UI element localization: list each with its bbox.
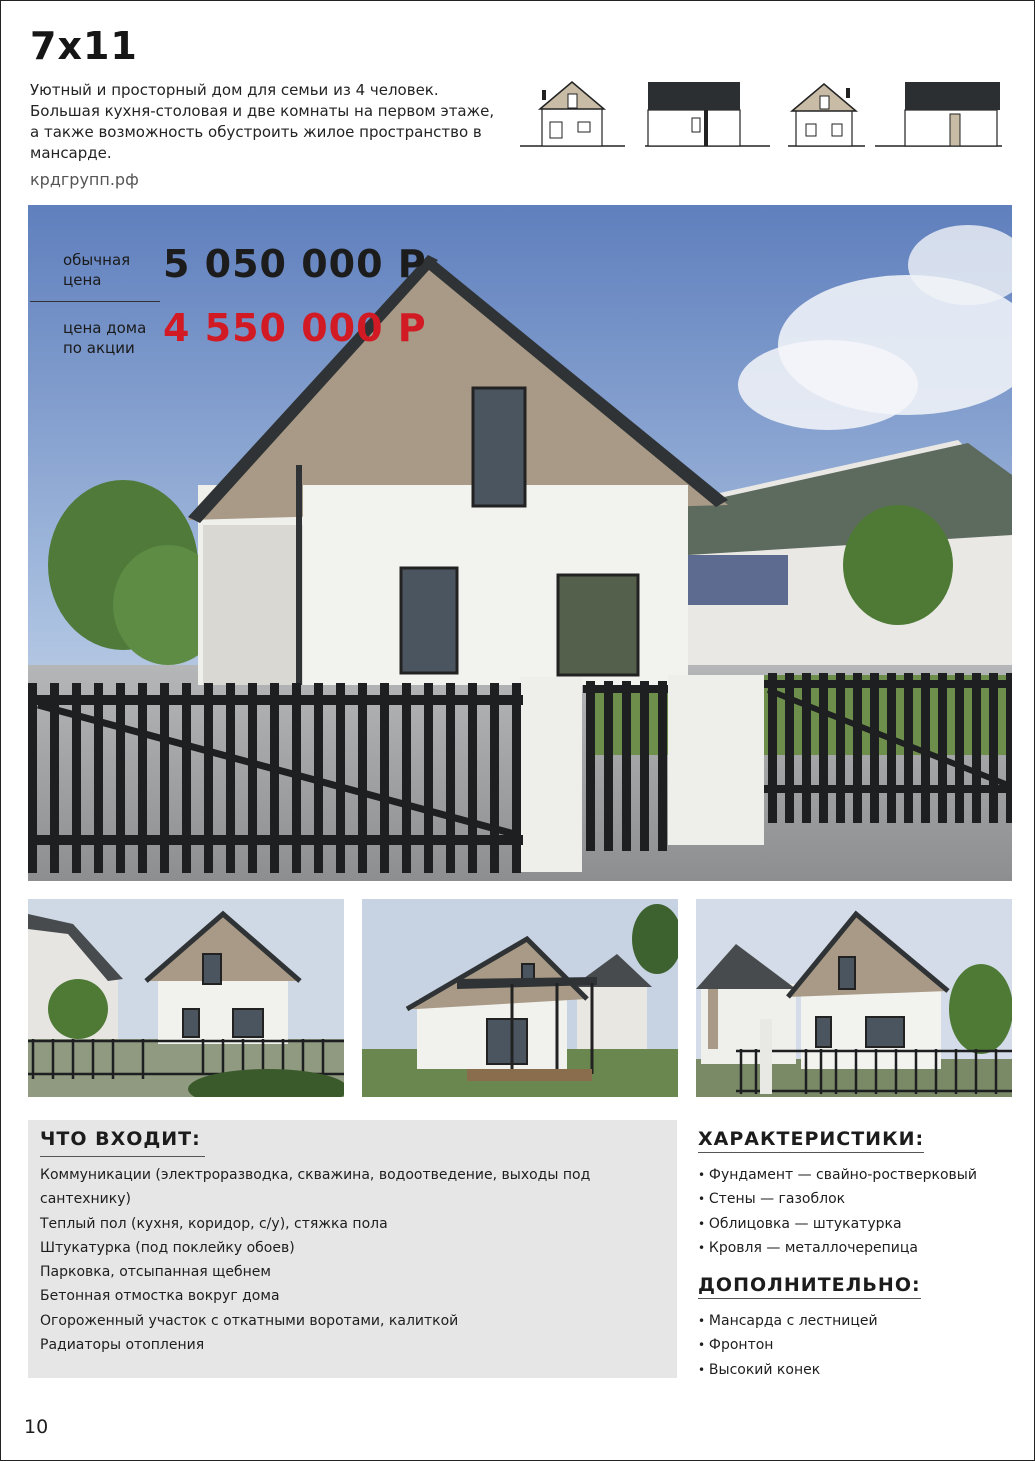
thumbnail-image-2[interactable] <box>362 899 678 1097</box>
regular-price-label-line2: цена <box>63 271 102 289</box>
included-item: сантехнику) <box>40 1191 131 1208</box>
additional-heading: ДОПОЛНИТЕЛЬНО: <box>698 1274 921 1299</box>
specs-column <box>698 1128 1018 1382</box>
characteristic-item: • Стены — газоблок <box>698 1187 1018 1211</box>
characteristics-list <box>698 1163 1018 1260</box>
facade-drawings <box>520 74 1020 154</box>
additional-list <box>698 1309 1018 1382</box>
page-number: 10 <box>24 1416 49 1438</box>
included-item: Штукатурка (под поклейку обоев) <box>40 1239 295 1256</box>
website-link[interactable]: крдгрупп.рф <box>30 170 139 189</box>
included-item: Теплый пол (кухня, коридор, с/у), стяжка пола <box>40 1215 388 1232</box>
characteristic-item: • Фундамент — свайно-ростверковый <box>698 1163 1018 1187</box>
additional-item: • Высокий конек <box>698 1358 1018 1382</box>
facade-front-icon <box>520 82 625 146</box>
included-list <box>40 1163 660 1357</box>
included-item: Парковка, отсыпанная щебнем <box>40 1264 271 1281</box>
included-item: Коммуникации (электроразводка, скважина, водоотведение, выходы под <box>40 1167 591 1183</box>
included-heading-underline <box>40 1156 205 1157</box>
promo-price: 4 550 000 Р <box>163 306 427 350</box>
price-panel <box>30 238 430 368</box>
included-heading: ЧТО ВХОДИТ: <box>40 1128 201 1150</box>
additional-item: • Фронтон <box>698 1333 1018 1357</box>
included-item: Бетонная отмостка вокруг дома <box>40 1288 280 1305</box>
facade-rear-icon <box>788 84 865 146</box>
included-item: Огороженный участок с откатными воротами, калиткой <box>40 1312 459 1329</box>
page-title: 7x11 <box>30 24 138 68</box>
regular-price-label-line1: обычная <box>63 251 131 269</box>
included-item: Радиаторы отопления <box>40 1337 205 1354</box>
price-divider <box>30 301 160 302</box>
characteristics-heading: ХАРАКТЕРИСТИКИ: <box>698 1128 924 1153</box>
house-description: Уютный и просторный дом для семьи из 4 человек. Большая кухня-столовая и две комнаты на первом этаже, а также возможность обустроить жилое пространство в мансарде. <box>30 81 495 162</box>
characteristic-item: • Кровля — металлочерепица <box>698 1236 1018 1260</box>
facade-side-icon <box>645 82 770 146</box>
additional-item: • Мансарда с лестницей <box>698 1309 1018 1333</box>
included-panel <box>28 1120 677 1378</box>
promo-price-label-line2: по акции <box>63 339 135 357</box>
promo-price-label <box>63 318 146 358</box>
characteristic-item: • Облицовка — штукатурка <box>698 1212 1018 1236</box>
promo-price-label-line1: цена дома <box>63 319 147 337</box>
thumbnail-image-3[interactable] <box>696 899 1012 1097</box>
facade-side-2-icon <box>875 82 1002 146</box>
thumbnail-image-1[interactable] <box>28 899 344 1097</box>
regular-price-label <box>63 250 130 290</box>
regular-price: 5 050 000 Р <box>163 242 427 286</box>
